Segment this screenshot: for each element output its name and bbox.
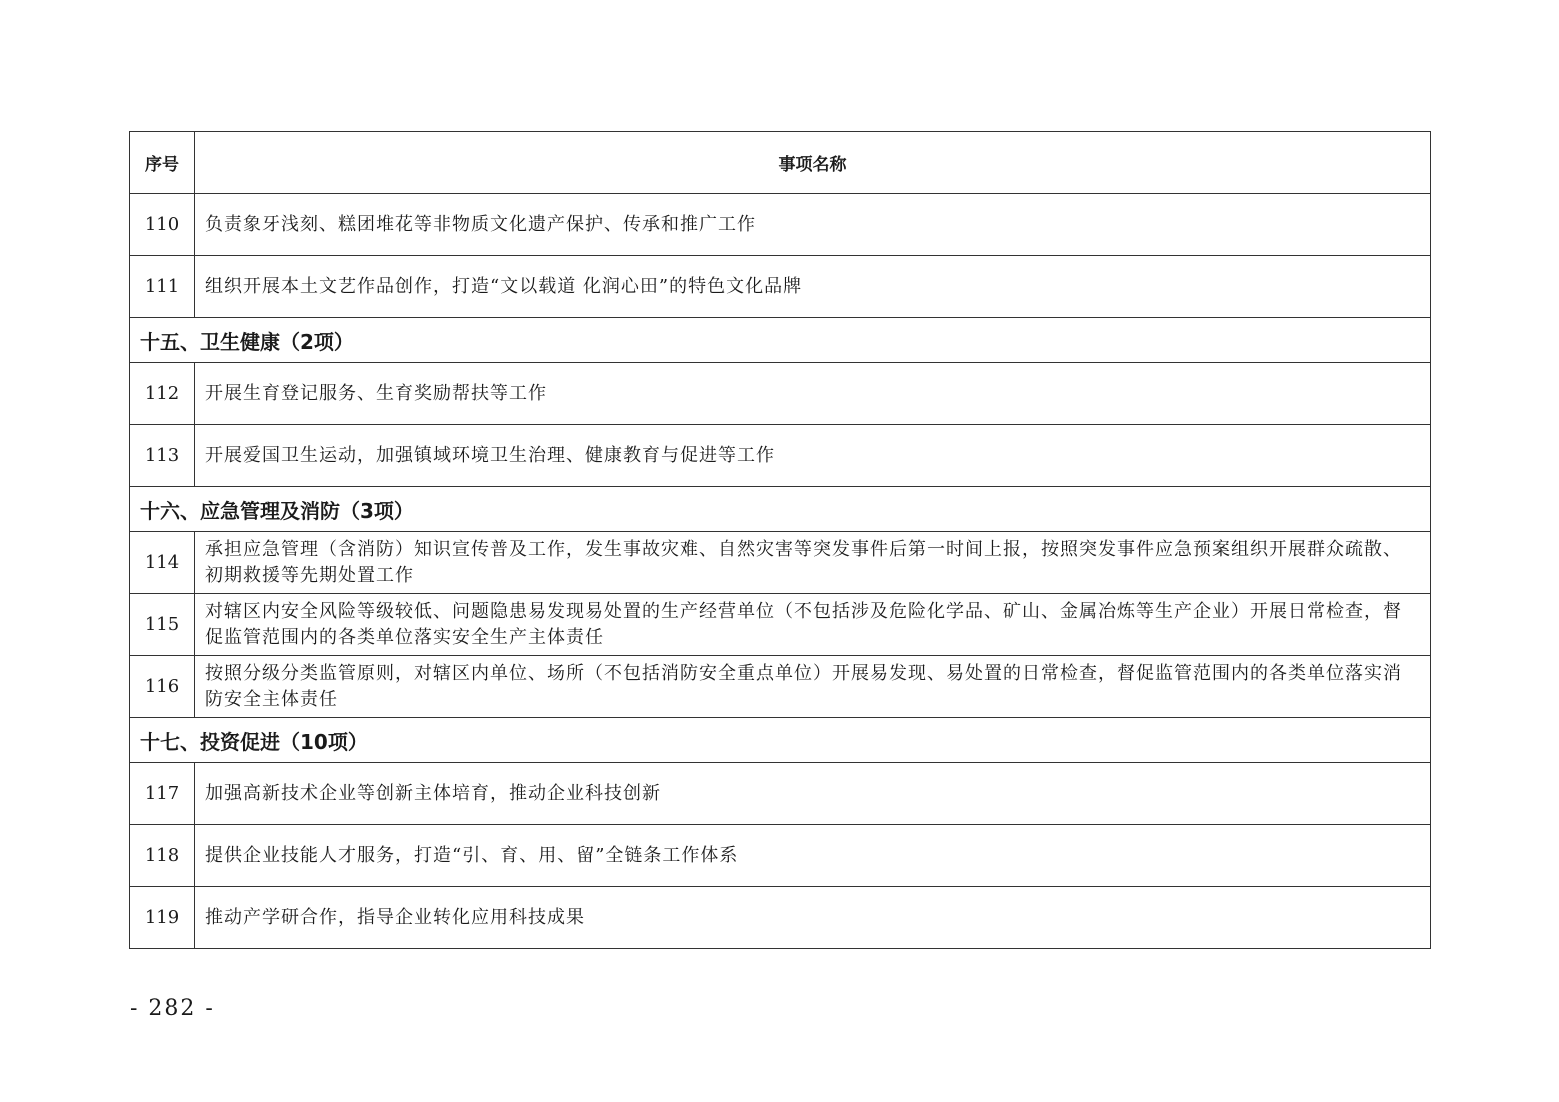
table-row	[130, 594, 1431, 656]
page-number: - 282 -	[130, 996, 215, 1021]
table-row	[130, 425, 1431, 487]
section-row	[130, 718, 1431, 763]
row-number: 115	[130, 594, 195, 656]
row-number: 114	[130, 532, 195, 594]
table-row	[130, 887, 1431, 949]
table-row	[130, 256, 1431, 318]
row-number: 119	[130, 887, 195, 949]
table-row	[130, 763, 1431, 825]
row-number: 118	[130, 825, 195, 887]
row-text: 承担应急管理（含消防）知识宣传普及工作，发生事故灾难、自然灾害等突发事件后第一时间上报，按照突发事件应急预案组织开展群众疏散、初期救援等先期处置工作	[195, 532, 1431, 594]
table-header-row	[130, 132, 1431, 194]
row-text: 加强高新技术企业等创新主体培育，推动企业科技创新	[195, 763, 1431, 825]
table-row	[130, 656, 1431, 718]
table-row	[130, 532, 1431, 594]
section-row	[130, 318, 1431, 363]
matters-table	[129, 131, 1431, 949]
row-number: 110	[130, 194, 195, 256]
section-row	[130, 487, 1431, 532]
row-text: 组织开展本土文艺作品创作，打造“文以载道 化润心田”的特色文化品牌	[195, 256, 1431, 318]
row-text: 按照分级分类监管原则，对辖区内单位、场所（不包括消防安全重点单位）开展易发现、易处置的日常检查，督促监管范围内的各类单位落实消防安全主体责任	[195, 656, 1431, 718]
row-number: 111	[130, 256, 195, 318]
row-text: 开展生育登记服务、生育奖励帮扶等工作	[195, 363, 1431, 425]
row-number: 116	[130, 656, 195, 718]
header-name: 事项名称	[195, 132, 1431, 194]
row-text: 提供企业技能人才服务，打造“引、育、用、留”全链条工作体系	[195, 825, 1431, 887]
row-number: 117	[130, 763, 195, 825]
section-title: 十六、应急管理及消防（3项）	[130, 487, 1431, 532]
header-num: 序号	[130, 132, 195, 194]
section-title: 十七、投资促进（10项）	[130, 718, 1431, 763]
row-number: 113	[130, 425, 195, 487]
table-row	[130, 825, 1431, 887]
table-row	[130, 194, 1431, 256]
row-number: 112	[130, 363, 195, 425]
section-title: 十五、卫生健康（2项）	[130, 318, 1431, 363]
row-text: 开展爱国卫生运动，加强镇域环境卫生治理、健康教育与促进等工作	[195, 425, 1431, 487]
row-text: 对辖区内安全风险等级较低、问题隐患易发现易处置的生产经营单位（不包括涉及危险化学品、矿山、金属冶炼等生产企业）开展日常检查，督促监管范围内的各类单位落实安全生产主体责任	[195, 594, 1431, 656]
table-row	[130, 363, 1431, 425]
row-text: 负责象牙浅刻、糕团堆花等非物质文化遗产保护、传承和推广工作	[195, 194, 1431, 256]
row-text: 推动产学研合作，指导企业转化应用科技成果	[195, 887, 1431, 949]
